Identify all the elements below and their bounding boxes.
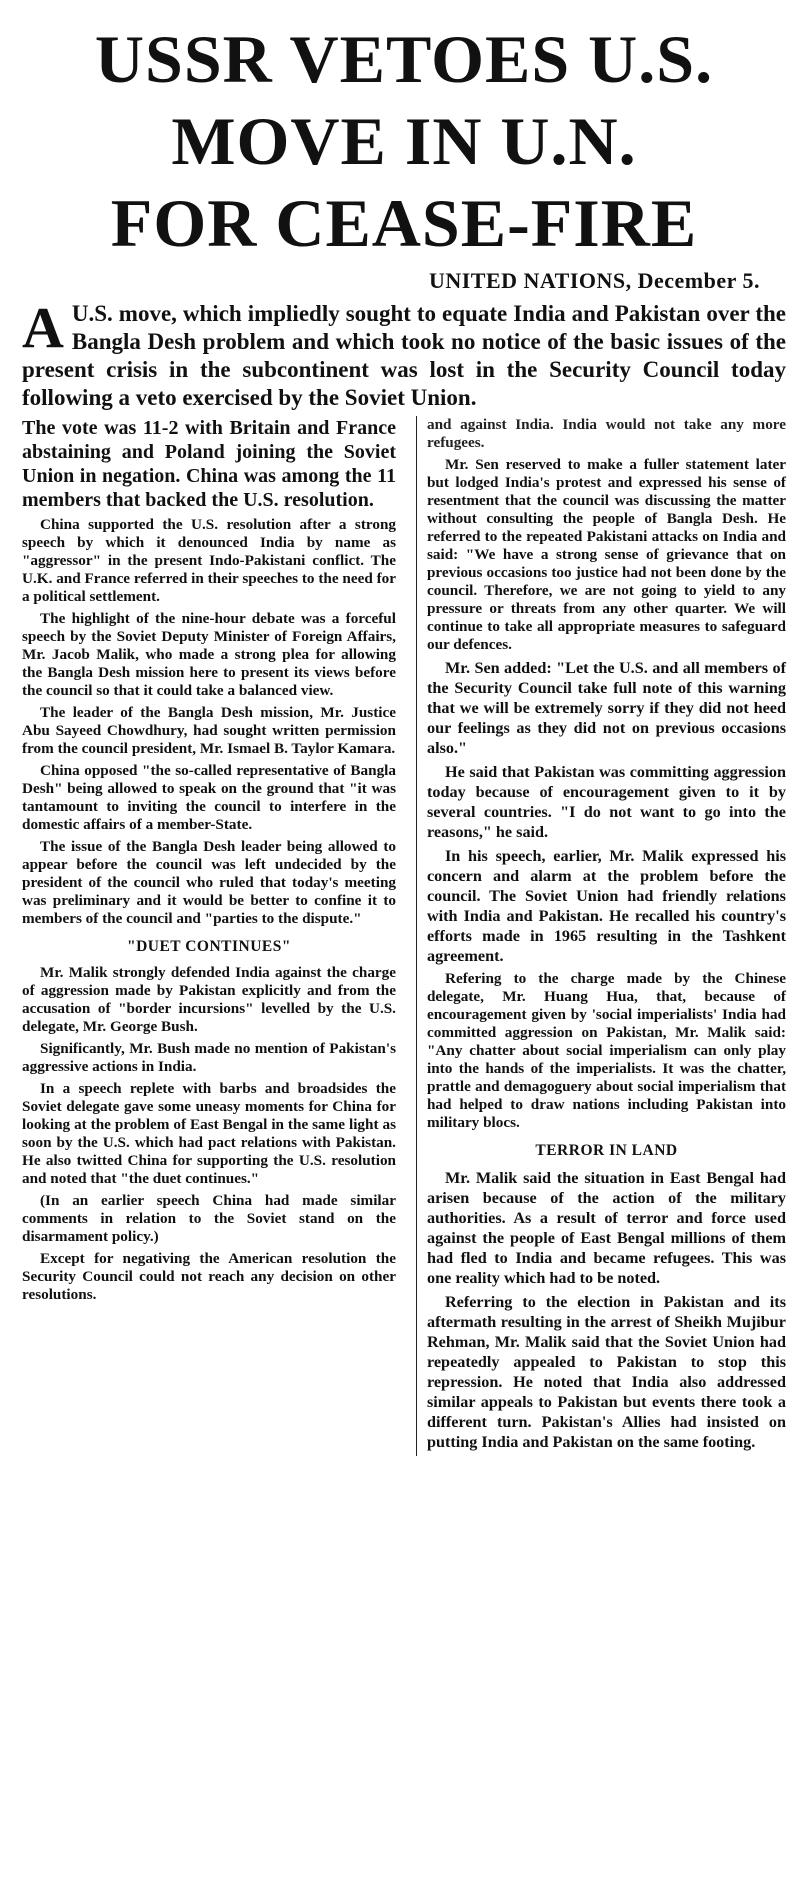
body-paragraph: China opposed "the so-called representative of Bangla Desh" being allowed to speak on the ground that "it was tantamount to inviting the council to interfere in the domestic affairs of a member-State. [22, 762, 396, 833]
left-column [22, 416, 406, 1456]
body-paragraph: The highlight of the nine-hour debate was a forceful speech by the Soviet Deputy Minister of Foreign Affairs, Mr. Jacob Malik, who made a strong plea for allowing the Bangla Desh mission here to present its views before the council so that it could take a balanced view. [22, 610, 396, 699]
lead-paragraph: The vote was 11-2 with Britain and France abstaining and Poland joining the Soviet Union in negation. China was among the 11 members that backed the U.S. resolution. [22, 417, 396, 511]
dateline: UNITED NATIONS, December 5. [428, 268, 760, 293]
body-paragraph: The leader of the Bangla Desh mission, Mr. Justice Abu Sayeed Chowdhury, had sought written permission from the council president, Mr. Ismael B. Taylor Kamara. [22, 704, 396, 757]
body-paragraph: Mr. Malik said the situation in East Bengal had arisen because of the action of the military authorities. As a result of terror and force used against the people of East Bengal millions of them had fled to India and became refugees. This was one reality which had to be noted. [426, 1169, 786, 1287]
right-column [427, 416, 786, 1456]
fold-line: and against India. India would not take any more refugees. [426, 416, 786, 451]
column-divider [416, 416, 417, 1456]
headline-line-1: USSR VETOES U.S. [94, 21, 714, 97]
body-paragraph: In his speech, earlier, Mr. Malik expressed his concern and alarm at the problem before the council. The Soviet Union had friendly relations with India and Pakistan. He recalled his country's efforts made in 1965 resulting in the Tashkent agreement. [426, 847, 786, 965]
body-paragraph: Mr. Sen reserved to make a fuller statement later but lodged India's protest and expressed his sense of resentment that the council was discussing the matter without consulting the people of Bangla Desh. He referred to the repeated Pakistani attacks on India and said: "We have a strong sense of grievance that on previous occasions too justice had not been done by the council. Therefore, we are not going to yield to any pressure or threats from any other quarter. We will continue to take all appropriate measures to safeguard our defences. [426, 456, 786, 653]
headline-line-2: MOVE IN U.N. [171, 103, 637, 179]
body-paragraph: China supported the U.S. resolution after a strong speech by which it denounced India by name as "aggressor" in the present Indo-Pakistani conflict. The U.K. and France referred in their speeches to the need for a political settlement. [22, 516, 396, 605]
article-columns [22, 416, 786, 1456]
body-paragraph: Mr. Malik strongly defended India against the charge of aggression made by Pakistan explicitly and from the accusation of "border incursions" levelled by the U.S. delegate, Mr. George Bush. [22, 964, 396, 1035]
body-paragraph: Except for negativing the American resolution the Security Council could not reach any decision on other resolutions. [22, 1250, 396, 1303]
subhead-terror-in-land: TERROR IN LAND [535, 1142, 678, 1159]
emphasis-block [427, 1168, 786, 1452]
body-paragraph: In a speech replete with barbs and broadsides the Soviet delegate gave some uneasy moments for China for looking at the problem of East Bengal in the same light as soon by the U.S. which had pact relations with Pakistan. He also twitted China for supporting the U.S. resolution and noted that "the duet continues." [22, 1080, 396, 1187]
body-paragraph: (In an earlier speech China had made similar comments in relation to the Soviet stand on the disarmament policy.) [22, 1192, 396, 1245]
headline-line-3: FOR CEASE-FIRE [110, 185, 698, 261]
body-paragraph: Mr. Sen added: "Let the U.S. and all members of the Security Council take full note of this warning that we will be extremely sorry if they did not heed our feelings as they did not on previous occasions also." [426, 659, 786, 757]
body-paragraph: Significantly, Mr. Bush made no mention of Pakistan's aggressive actions in India. [22, 1040, 396, 1075]
body-paragraph: He said that Pakistan was committing aggression today because of encouragement given to it by several countries. "I do not want to go into the reasons," he said. [426, 763, 786, 841]
body-paragraph: The issue of the Bangla Desh leader being allowed to appear before the council was left undecided by the president of the council who ruled that today's meeting was preliminary and it would be better to confine it to members of the council and "parties to the dispute." [22, 838, 396, 927]
lede-text: U.S. move, which impliedly sought to equate India and Pakistan over the Bangla Desh problem and which took no notice of the basic issues of the present crisis in the subcontinent was lost in the Security Council today following a veto exercised by the Soviet Union. [22, 301, 786, 410]
headline [22, 0, 786, 264]
body-paragraph: Referring to the election in Pakistan and its aftermath resulting in the arrest of Sheikh Mujibur Rehman, Mr. Malik said that the Soviet Union had repeatedly appealed to Pakistan to stop this repression. He noted that India also addressed similar appeals to Pakistan but events there took a different turn. Pakistan's Allies had insisted on putting India and Pakistan on the same footing. [426, 1293, 786, 1451]
drop-cap: A [22, 295, 64, 360]
lede-paragraph [22, 295, 786, 412]
body-paragraph: Refering to the charge made by the Chinese delegate, Mr. Huang Hua, that, because of encouragement given by 'social imperialists' India had committed aggression on Pakistan, Mr. Malik said: "Any chatter about social imperialism can only play into the hands of the imperialists. It was the chatter, prattle and demagoguery about social imperialism that had helped to draw nations including Pakistan into military blocs. [426, 970, 786, 1131]
emphasis-block [427, 658, 786, 966]
subhead-duet-continues: "DUET CONTINUES" [126, 938, 291, 955]
